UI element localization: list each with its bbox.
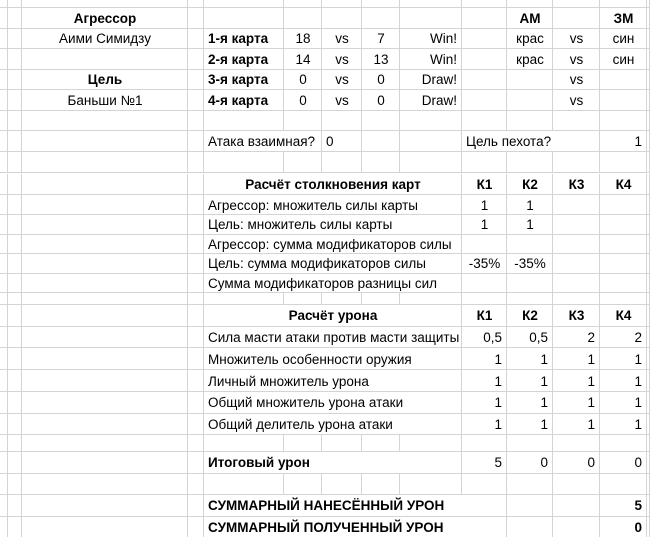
grid-cell[interactable] [22, 414, 188, 436]
grid-cell[interactable] [322, 474, 362, 496]
grid-cell[interactable] [8, 195, 22, 215]
cell-card2-result[interactable]: Win! [430, 51, 457, 67]
cell-damage-row1-k1[interactable]: 0,5 [483, 329, 502, 345]
grid-cell[interactable] [8, 8, 22, 29]
grid-cell[interactable] [188, 152, 204, 173]
grid-cell[interactable] [507, 152, 553, 173]
grid-cell[interactable] [22, 452, 188, 474]
grid-cell[interactable] [507, 495, 553, 517]
grid-cell[interactable] [362, 293, 400, 305]
grid-cell[interactable] [400, 0, 462, 8]
grid-cell[interactable] [0, 131, 8, 152]
grid-cell[interactable] [400, 293, 462, 305]
cell-collision-row5-label[interactable]: Сумма модификаторов разницы сил [208, 275, 438, 291]
grid-cell[interactable] [188, 305, 204, 327]
grid-cell[interactable] [22, 215, 188, 235]
grid-cell[interactable] [0, 195, 8, 215]
grid-cell[interactable] [400, 111, 462, 132]
grid-cell[interactable] [22, 305, 188, 327]
cell-damage-row4-k4[interactable]: 1 [634, 395, 642, 411]
grid-cell[interactable] [0, 293, 8, 305]
grid-cell[interactable] [22, 517, 188, 537]
cell-card3-label[interactable]: 3-я карта [208, 72, 269, 88]
cell-damage-row5-k2[interactable]: 1 [540, 416, 548, 432]
cell-target-name[interactable]: Баньши №1 [67, 92, 143, 108]
grid-cell[interactable] [8, 414, 22, 436]
grid-cell[interactable] [600, 293, 647, 305]
grid-cell[interactable] [0, 90, 8, 111]
cell-collision-row4-k2[interactable]: -35% [514, 256, 546, 272]
grid-cell[interactable] [400, 8, 462, 29]
grid-cell[interactable] [8, 327, 22, 349]
grid-cell[interactable] [284, 435, 322, 452]
grid-cell[interactable] [553, 195, 600, 215]
cell-aggressor-label[interactable]: Агрессор [73, 10, 137, 26]
grid-cell[interactable] [553, 517, 600, 537]
grid-cell[interactable] [462, 0, 507, 8]
grid-cell[interactable] [0, 0, 8, 8]
grid-cell[interactable] [188, 293, 204, 305]
cell-card3-vs[interactable]: vs [335, 72, 349, 88]
grid-cell[interactable] [188, 254, 204, 274]
cell-card1-attacker-color[interactable]: крас [516, 31, 544, 47]
grid-cell[interactable] [22, 49, 188, 70]
cell-collision-col-k3[interactable]: К3 [568, 176, 585, 192]
grid-cell[interactable] [188, 370, 204, 392]
grid-cell[interactable] [507, 517, 553, 537]
grid-cell[interactable] [188, 0, 204, 8]
cell-damage-row2-k1[interactable]: 1 [494, 351, 502, 367]
grid-cell[interactable] [362, 152, 400, 173]
grid-cell[interactable] [204, 293, 284, 305]
grid-cell[interactable] [462, 293, 507, 305]
grid-cell[interactable] [462, 235, 507, 255]
cell-card2-attacker-color[interactable]: крас [516, 51, 544, 67]
grid-cell[interactable] [188, 49, 204, 70]
grid-cell[interactable] [507, 111, 553, 132]
grid-cell[interactable] [8, 131, 22, 152]
grid-cell[interactable] [204, 111, 284, 132]
grid-cell[interactable] [8, 235, 22, 255]
cell-collision-col-k4[interactable]: К4 [615, 176, 632, 192]
grid-cell[interactable] [0, 49, 8, 70]
grid-cell[interactable] [0, 305, 8, 327]
grid-cell[interactable] [322, 293, 362, 305]
grid-cell[interactable] [8, 293, 22, 305]
grid-cell[interactable] [0, 274, 8, 294]
cell-total-dealt-label[interactable]: СУММАРНЫЙ НАНЕСЁННЫЙ УРОН [208, 498, 445, 514]
grid-cell[interactable] [188, 435, 204, 452]
grid-cell[interactable] [0, 254, 8, 274]
grid-cell[interactable] [22, 293, 188, 305]
cell-damage-row2-k3[interactable]: 1 [587, 351, 595, 367]
grid-cell[interactable] [0, 174, 8, 196]
grid-cell[interactable] [507, 293, 553, 305]
grid-cell[interactable] [8, 90, 22, 111]
grid-cell[interactable] [553, 111, 600, 132]
grid-cell[interactable] [507, 0, 553, 8]
cell-damage-row3-k1[interactable]: 1 [494, 373, 502, 389]
grid-cell[interactable] [188, 235, 204, 255]
grid-cell[interactable] [553, 274, 600, 294]
grid-cell[interactable] [188, 474, 204, 496]
cell-card2-attack[interactable]: 14 [295, 51, 311, 67]
grid-cell[interactable] [22, 474, 188, 496]
grid-cell[interactable] [284, 8, 322, 29]
grid-cell[interactable] [553, 0, 600, 8]
grid-cell[interactable] [188, 174, 204, 196]
grid-cell[interactable] [0, 474, 8, 496]
cell-damage-row4-label[interactable]: Общий множитель урона атаки [208, 395, 404, 411]
grid-cell[interactable] [22, 0, 188, 8]
grid-cell[interactable] [553, 435, 600, 452]
grid-cell[interactable] [22, 195, 188, 215]
cell-card1-attack[interactable]: 18 [295, 31, 311, 47]
grid-cell[interactable] [0, 517, 8, 537]
grid-cell[interactable] [188, 215, 204, 235]
grid-cell[interactable] [284, 474, 322, 496]
grid-cell[interactable] [462, 70, 507, 91]
grid-cell[interactable] [0, 111, 8, 132]
cell-damage-row4-k1[interactable]: 1 [494, 395, 502, 411]
cell-card4-vs[interactable]: vs [335, 92, 349, 108]
cell-damage-row2-label[interactable]: Множитель особенности оружия [208, 351, 412, 367]
grid-cell[interactable] [284, 152, 322, 173]
grid-cell[interactable] [400, 435, 462, 452]
cell-damage-col-k1[interactable]: К1 [476, 308, 493, 323]
grid-cell[interactable] [8, 29, 22, 50]
grid-cell[interactable] [8, 215, 22, 235]
grid-cell[interactable] [462, 474, 507, 496]
grid-cell[interactable] [553, 293, 600, 305]
grid-cell[interactable] [600, 215, 647, 235]
cell-aggressor-name[interactable]: Аими Симидзу [59, 31, 151, 47]
cell-collision-row1-k1[interactable]: 1 [480, 197, 489, 213]
grid-cell[interactable] [462, 90, 507, 111]
grid-cell[interactable] [462, 274, 507, 294]
cell-card3-result[interactable]: Draw! [421, 72, 457, 88]
grid-cell[interactable] [8, 392, 22, 414]
grid-cell[interactable] [400, 474, 462, 496]
grid-cell[interactable] [284, 0, 322, 8]
grid-cell[interactable] [600, 195, 647, 215]
cell-zm-header[interactable]: ЗМ [613, 10, 634, 26]
cell-card1-vs-colors[interactable]: vs [569, 31, 584, 47]
cell-damage-row3-k3[interactable]: 1 [587, 373, 595, 389]
grid-cell[interactable] [204, 474, 284, 496]
grid-cell[interactable] [553, 152, 600, 173]
grid-cell[interactable] [553, 235, 600, 255]
cell-mutual-attack-value[interactable]: 0 [326, 134, 334, 150]
grid-cell[interactable] [188, 29, 204, 50]
grid-cell[interactable] [8, 517, 22, 537]
grid-cell[interactable] [204, 152, 284, 173]
cell-card1-result[interactable]: Win! [430, 31, 457, 47]
grid-cell[interactable] [22, 174, 188, 196]
cell-card4-result[interactable]: Draw! [421, 92, 457, 108]
grid-cell[interactable] [0, 215, 8, 235]
cell-damage-col-k3[interactable]: К3 [568, 308, 585, 323]
cell-collision-title[interactable]: Расчёт столкновения карт [245, 176, 421, 192]
cell-damage-row2-k4[interactable]: 1 [634, 351, 642, 367]
cell-damage-col-k4[interactable]: К4 [615, 308, 632, 323]
grid-cell[interactable] [22, 392, 188, 414]
grid-cell[interactable] [188, 392, 204, 414]
grid-cell[interactable] [507, 474, 553, 496]
grid-cell[interactable] [204, 435, 284, 452]
cell-card2-vs-colors[interactable]: vs [569, 51, 584, 67]
cell-target-label[interactable]: Цель [87, 72, 123, 88]
grid-cell[interactable] [22, 435, 188, 452]
grid-cell[interactable] [188, 111, 204, 132]
cell-card4-label[interactable]: 4-я карта [208, 92, 269, 108]
cell-card4-defense[interactable]: 0 [377, 92, 385, 108]
grid-cell[interactable] [22, 348, 188, 370]
grid-cell[interactable] [362, 8, 400, 29]
cell-card4-attack[interactable]: 0 [299, 92, 307, 108]
grid-cell[interactable] [8, 174, 22, 196]
grid-cell[interactable] [507, 274, 553, 294]
grid-cell[interactable] [8, 49, 22, 70]
grid-cell[interactable] [188, 70, 204, 91]
cell-card2-vs[interactable]: vs [335, 51, 349, 67]
cell-collision-row2-label[interactable]: Цель: множитель силы карты [208, 217, 393, 233]
grid-cell[interactable] [0, 392, 8, 414]
cell-damage-row4-k2[interactable]: 1 [540, 395, 548, 411]
cell-collision-row1-label[interactable]: Агрессор: множитель силы карты [208, 197, 418, 213]
cell-damage-row5-k1[interactable]: 1 [494, 416, 502, 432]
grid-cell[interactable] [600, 90, 647, 111]
grid-cell[interactable] [8, 305, 22, 327]
cell-card2-label[interactable]: 2-я карта [208, 51, 269, 67]
grid-cell[interactable] [22, 274, 188, 294]
grid-cell[interactable] [600, 235, 647, 255]
grid-cell[interactable] [0, 435, 8, 452]
grid-cell[interactable] [22, 495, 188, 517]
grid-cell[interactable] [188, 8, 204, 29]
grid-cell[interactable] [322, 435, 362, 452]
grid-cell[interactable] [8, 452, 22, 474]
grid-cell[interactable] [600, 70, 647, 91]
grid-cell[interactable] [8, 254, 22, 274]
grid-cell[interactable] [8, 0, 22, 8]
grid-cell[interactable] [507, 70, 553, 91]
grid-cell[interactable] [0, 235, 8, 255]
grid-cell[interactable] [284, 293, 322, 305]
grid-cell[interactable] [362, 111, 400, 132]
grid-cell[interactable] [462, 152, 507, 173]
cell-mutual-attack-label[interactable]: Атака взаимная? [208, 134, 316, 150]
grid-cell[interactable] [362, 435, 400, 452]
cell-card3-vs-colors[interactable]: vs [569, 72, 584, 88]
cell-damage-row3-label[interactable]: Личный множитель урона [208, 373, 369, 389]
grid-cell[interactable] [0, 327, 8, 349]
grid-cell[interactable] [322, 0, 362, 8]
cell-total-damage-label[interactable]: Итоговый урон [208, 455, 310, 471]
cell-collision-col-k1[interactable]: К1 [476, 176, 493, 192]
grid-cell[interactable] [600, 435, 647, 452]
cell-collision-row1-k2[interactable]: 1 [526, 197, 534, 213]
grid-cell[interactable] [600, 152, 647, 173]
grid-cell[interactable] [0, 29, 8, 50]
grid-cell[interactable] [204, 8, 284, 29]
grid-cell[interactable] [188, 195, 204, 215]
grid-cell[interactable] [507, 90, 553, 111]
grid-cell[interactable] [22, 235, 188, 255]
grid-cell[interactable] [0, 348, 8, 370]
grid-cell[interactable] [22, 152, 188, 173]
cell-damage-row2-k2[interactable]: 1 [540, 351, 548, 367]
cell-card1-vs[interactable]: vs [335, 31, 349, 47]
grid-cell[interactable] [600, 254, 647, 274]
cell-damage-row1-label[interactable]: Сила масти атаки против масти защиты [208, 329, 460, 345]
cell-card1-defense[interactable]: 7 [377, 31, 385, 47]
grid-cell[interactable] [188, 452, 204, 474]
cell-total-damage-k3[interactable]: 0 [587, 455, 595, 471]
cell-total-dealt-value[interactable]: 5 [634, 498, 642, 514]
cell-card3-defense[interactable]: 0 [377, 72, 385, 88]
grid-cell[interactable] [0, 152, 8, 173]
grid-cell[interactable] [322, 8, 362, 29]
grid-cell[interactable] [322, 111, 362, 132]
grid-cell[interactable] [22, 131, 188, 152]
grid-cell[interactable] [600, 474, 647, 496]
grid-cell[interactable] [188, 348, 204, 370]
grid-cell[interactable] [0, 370, 8, 392]
cell-collision-row2-k1[interactable]: 1 [480, 217, 489, 233]
cell-collision-col-k2[interactable]: К2 [522, 176, 538, 192]
cell-card1-defender-color[interactable]: син [612, 31, 635, 47]
cell-target-infantry-value[interactable]: 1 [634, 134, 642, 150]
grid-cell[interactable] [8, 70, 22, 91]
grid-cell[interactable] [462, 435, 507, 452]
grid-cell[interactable] [204, 0, 284, 8]
cell-total-received-value[interactable]: 0 [634, 519, 642, 535]
grid-cell[interactable] [188, 414, 204, 436]
cell-damage-row3-k2[interactable]: 1 [540, 373, 548, 389]
grid-cell[interactable] [22, 111, 188, 132]
grid-cell[interactable] [600, 0, 647, 8]
grid-cell[interactable] [362, 0, 400, 8]
grid-cell[interactable] [462, 49, 507, 70]
cell-damage-row4-k3[interactable]: 1 [587, 395, 595, 411]
grid-cell[interactable] [188, 495, 204, 517]
cell-damage-col-k2[interactable]: К2 [522, 308, 538, 323]
grid-cell[interactable] [8, 435, 22, 452]
grid-cell[interactable] [553, 474, 600, 496]
grid-cell[interactable] [0, 495, 8, 517]
grid-cell[interactable] [400, 131, 462, 152]
grid-cell[interactable] [362, 474, 400, 496]
cell-total-received-label[interactable]: СУММАРНЫЙ ПОЛУЧЕННЫЙ УРОН [208, 519, 444, 535]
grid-cell[interactable] [462, 8, 507, 29]
grid-cell[interactable] [0, 8, 8, 29]
cell-damage-row1-k3[interactable]: 2 [587, 329, 595, 345]
grid-cell[interactable] [507, 435, 553, 452]
grid-cell[interactable] [553, 215, 600, 235]
cell-card2-defense[interactable]: 13 [373, 51, 389, 67]
cell-collision-row3-label[interactable]: Агрессор: сумма модификаторов силы [208, 236, 452, 252]
grid-cell[interactable] [188, 131, 204, 152]
cell-total-damage-k4[interactable]: 0 [634, 455, 642, 471]
grid-cell[interactable] [188, 517, 204, 537]
grid-cell[interactable] [362, 131, 400, 152]
grid-cell[interactable] [0, 70, 8, 91]
cell-damage-title[interactable]: Расчёт урона [288, 308, 378, 323]
grid-cell[interactable] [8, 274, 22, 294]
cell-total-damage-k1[interactable]: 5 [494, 455, 502, 471]
cell-card4-vs-colors[interactable]: vs [569, 92, 584, 108]
grid-cell[interactable] [400, 152, 462, 173]
cell-card1-label[interactable]: 1-я карта [208, 31, 269, 47]
grid-cell[interactable] [8, 152, 22, 173]
grid-cell[interactable] [0, 414, 8, 436]
grid-cell[interactable] [600, 274, 647, 294]
cell-am-header[interactable]: АМ [519, 10, 541, 26]
grid-cell[interactable] [8, 474, 22, 496]
grid-cell[interactable] [22, 254, 188, 274]
grid-cell[interactable] [462, 111, 507, 132]
grid-cell[interactable] [188, 274, 204, 294]
cell-collision-row2-k2[interactable]: 1 [526, 217, 534, 233]
grid-cell[interactable] [600, 111, 647, 132]
cell-damage-row5-label[interactable]: Общий делитель урона атаки [208, 416, 393, 432]
grid-cell[interactable] [8, 348, 22, 370]
cell-damage-row3-k4[interactable]: 1 [634, 373, 642, 389]
grid-cell[interactable] [553, 8, 600, 29]
grid-cell[interactable] [507, 235, 553, 255]
grid-cell[interactable] [462, 29, 507, 50]
cell-card3-attack[interactable]: 0 [299, 72, 307, 88]
cell-damage-row5-k4[interactable]: 1 [634, 416, 642, 432]
cell-damage-row1-k2[interactable]: 0,5 [529, 329, 548, 345]
grid-cell[interactable] [553, 254, 600, 274]
grid-cell[interactable] [8, 111, 22, 132]
grid-cell[interactable] [0, 452, 8, 474]
cell-damage-row1-k4[interactable]: 2 [634, 329, 642, 345]
cell-target-infantry-label[interactable]: Цель пехота? [466, 134, 552, 150]
grid-cell[interactable] [22, 370, 188, 392]
cell-collision-row4-label[interactable]: Цель: сумма модификаторов силы [208, 256, 426, 272]
grid-cell[interactable] [284, 111, 322, 132]
cell-card2-defender-color[interactable]: син [612, 51, 635, 67]
cell-damage-row5-k3[interactable]: 1 [587, 416, 595, 432]
grid-cell[interactable] [188, 327, 204, 349]
grid-cell[interactable] [553, 495, 600, 517]
grid-cell[interactable] [8, 370, 22, 392]
grid-cell[interactable] [22, 327, 188, 349]
grid-cell[interactable] [8, 495, 22, 517]
cell-collision-row4-k1[interactable]: -35% [468, 256, 501, 272]
grid-cell[interactable] [322, 152, 362, 173]
grid-cell[interactable] [188, 90, 204, 111]
cell-total-damage-k2[interactable]: 0 [540, 455, 548, 471]
